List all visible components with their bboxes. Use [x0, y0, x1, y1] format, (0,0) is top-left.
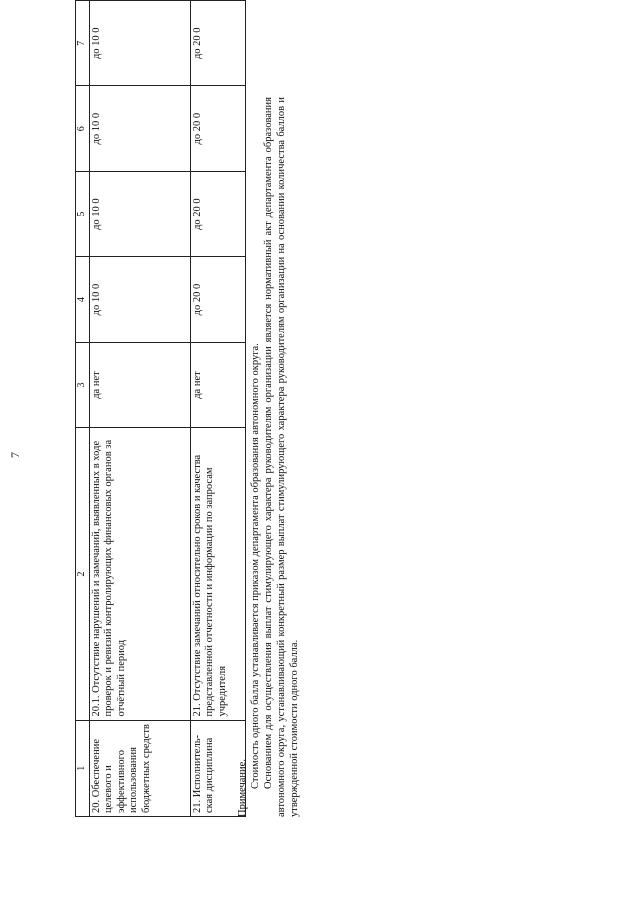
- points-cell: до 10 0: [89, 257, 190, 342]
- table-header-row: [76, 1, 90, 817]
- points-cell: до 20 0: [190, 1, 245, 86]
- notes-section: [236, 97, 301, 817]
- notes-line-point-cost: Стоимость одного балла устанавливается приказом департамента образования автономного округа.: [250, 343, 261, 789]
- answer-cell: да нет: [190, 342, 245, 428]
- page-number: 7: [8, 452, 22, 458]
- column-header-2: 2: [76, 428, 90, 720]
- answer-cell: да нет: [89, 342, 190, 428]
- points-cell: до 10 0: [89, 1, 190, 86]
- indicator-cell: 21. Исполнитель-ская дисциплина: [190, 720, 245, 816]
- notes-line-basis: Основанием для осуществления выплат стимулирующего характера руководителям организации является нормативный акт департамента образования автономного округа, устанавливающий конкретный размер выплат стимулирующего характера руководителям организации на основании количества баллов и утвержденной стоимости одного балла.: [263, 97, 300, 817]
- criteria-table: [75, 0, 246, 817]
- criterion-cell: 21. Отсутствие замечаний относительно сроков и качества представленной отчетности и информации по запросам учредителя: [190, 428, 245, 720]
- points-cell: до 10 0: [89, 171, 190, 256]
- indicator-cell: 20. Обеспечение целевого и эффективного использования бюджетных средств: [89, 720, 190, 816]
- column-header-6: 6: [76, 86, 90, 171]
- column-header-3: 3: [76, 342, 90, 428]
- table-row: [89, 1, 190, 817]
- column-header-4: 4: [76, 257, 90, 342]
- column-header-7: 7: [76, 1, 90, 86]
- points-cell: до 10 0: [89, 86, 190, 171]
- points-cell: до 20 0: [190, 86, 245, 171]
- points-cell: до 20 0: [190, 171, 245, 256]
- column-header-1: 1: [76, 720, 90, 816]
- criterion-cell: 20.1. Отсутствие нарушений и замечаний, выявленных в ходе проверок и ревизий контролирующих финансовых органов за отчётный период: [89, 428, 190, 720]
- points-cell: до 20 0: [190, 257, 245, 342]
- notes-title: Примечание.: [237, 759, 248, 817]
- column-header-5: 5: [76, 171, 90, 256]
